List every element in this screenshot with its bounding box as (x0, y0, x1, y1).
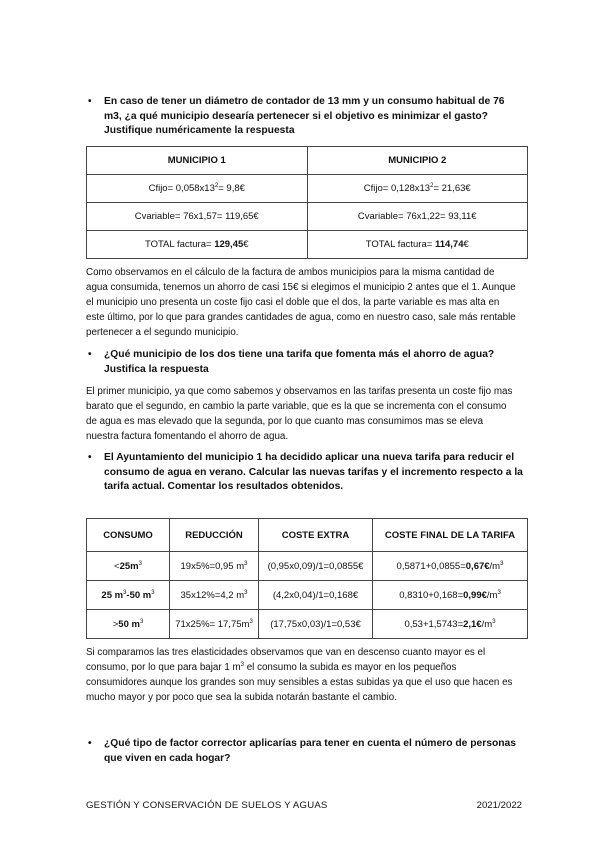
paragraph-2: El primer municipio, ya que como sabemos y observamos en las tarifas presenta un coste fijo mas barato que el segundo, en cambio la parte variable, que es la que se incrementa con el consumo de agua es mas elevado que la segunda, por lo que cuanto mas consumimos mas se eleva nuestra factura fomentando el ahorro de agua. (86, 386, 513, 442)
table-row (87, 581, 528, 610)
header-coste-final: COSTE FINAL DE LA TARIFA (373, 519, 528, 552)
header-coste-extra: COSTE EXTRA (259, 519, 373, 552)
header-municipio-2: MUNICIPIO 2 (307, 147, 528, 175)
municipio-comparison-table (86, 146, 528, 259)
question-3 (88, 451, 524, 495)
question-2 (88, 348, 524, 377)
cvariable-m2: Cvariable= 76x1,22= 93,11€ (307, 203, 528, 231)
table-row (87, 610, 528, 639)
table-header-row (87, 147, 528, 175)
consumo-cell: >50 $m^3$ (87, 610, 170, 639)
cfijo-m2: Cfijo= $0,128x13^2=$ 21,63€ (307, 175, 528, 203)
table-row (87, 175, 528, 203)
total-m1: TOTAL factura= 129,45€ (87, 231, 308, 259)
question-1-text: En caso de tener un diámetro de contador de 13 mm y un consumo habitual de 76 m3, ¿a qué municipio desearía pertenecer si el objetivo es minimizar el gasto? Justifique numéricamente la respuesta (104, 96, 505, 136)
coste-final-cell: $0,5871+0,0855=0,67€/m^3$ (373, 552, 528, 581)
paragraph-1: Como observamos en el cálculo de la factura de ambos municipios para la misma cantidad de agua consumida, tenemos un ahorro de casi 15€ si elegimos el municipio 2 antes que el 1. Aunque el municipio uno presenta un coste fijo casi el doble que el dos, la parte variable es mas alta en este último, por lo que para grandes cantidades de agua, como en nuestro caso, sale más rentable pertenecer a el segundo municipio. (86, 267, 516, 338)
header-consumo: CONSUMO (87, 519, 170, 552)
header-municipio-1: MUNICIPIO 1 (87, 147, 308, 175)
tarifa-table (86, 518, 528, 639)
consumo-cell: $<25m^3$ (87, 552, 170, 581)
coste-final-cell: $0,53+1,5743=2,1€/m^3$ (373, 610, 528, 639)
header-reduccion: REDUCCIÓN (170, 519, 259, 552)
consumo-cell: 25 $m^3-50$ $m^3$ (87, 581, 170, 610)
coste-extra-cell: (4,2x0,04)/1=0,168€ (259, 581, 373, 610)
table-header-row (87, 519, 528, 552)
bullet-icon: • (88, 349, 92, 360)
reduccion-cell: 35x12%=4,2 $m^3$ (170, 581, 259, 610)
question-4-text: ¿Qué tipo de factor corrector aplicarías para tener en cuenta el número de personas que viven en cada hogar? (104, 738, 517, 764)
reduccion-cell: $71x25\%= 17,75m^3$ (170, 610, 259, 639)
coste-extra-cell: (0,95x0,09)/1=0,0855€ (259, 552, 373, 581)
paragraph-3: Si comparamos las tres elasticidades observamos que van en descenso cuanto mayor es el consumo, por lo que para bajar 1 $m^3$ el consumo la subida es mayor en los pequeños consumidores aunque los grandes son muy sensibles a estas subidas ya que el uso que hacen es mucho mayor y por poco que sea la subida notarán bastante el cambio. (86, 647, 513, 703)
coste-final-cell: $0,8310+0,168=0,99€/m^3$ (373, 581, 528, 610)
table-row (87, 552, 528, 581)
table-row (87, 231, 528, 259)
cfijo-m1: Cfijo= $0,058x13^2=$ 9,8€ (87, 175, 308, 203)
total-m2: TOTAL factura= 114,74€ (307, 231, 528, 259)
table-row (87, 203, 528, 231)
question-4 (88, 737, 524, 766)
bullet-icon: • (88, 738, 92, 749)
cvariable-m1: Cvariable= 76x1,57= 119,65€ (87, 203, 308, 231)
bullet-icon: • (88, 452, 92, 463)
coste-extra-cell: (17,75x0,03)/1=0,53€ (259, 610, 373, 639)
reduccion-cell: 19x5%=0,95 $m^3$ (170, 552, 259, 581)
question-3-text: El Ayuntamiento del municipio 1 ha decidido aplicar una nueva tarifa para reducir el consumo de agua en verano. Calcular las nuevas tarifas y el incremento respecto a la tarifa actual. Comentar los resultados obtenidos. (104, 452, 523, 492)
question-1 (88, 95, 524, 139)
bullet-icon: • (88, 96, 92, 107)
question-2-text: ¿Qué municipio de los dos tiene una tarifa que fomenta más el ahorro de agua? Justifica la respuesta (104, 349, 495, 375)
footer-course-title: GESTIÓN Y CONSERVACIÓN DE SUELOS Y AGUAS (86, 800, 328, 811)
footer-year: 2021/2022 (476, 800, 522, 811)
